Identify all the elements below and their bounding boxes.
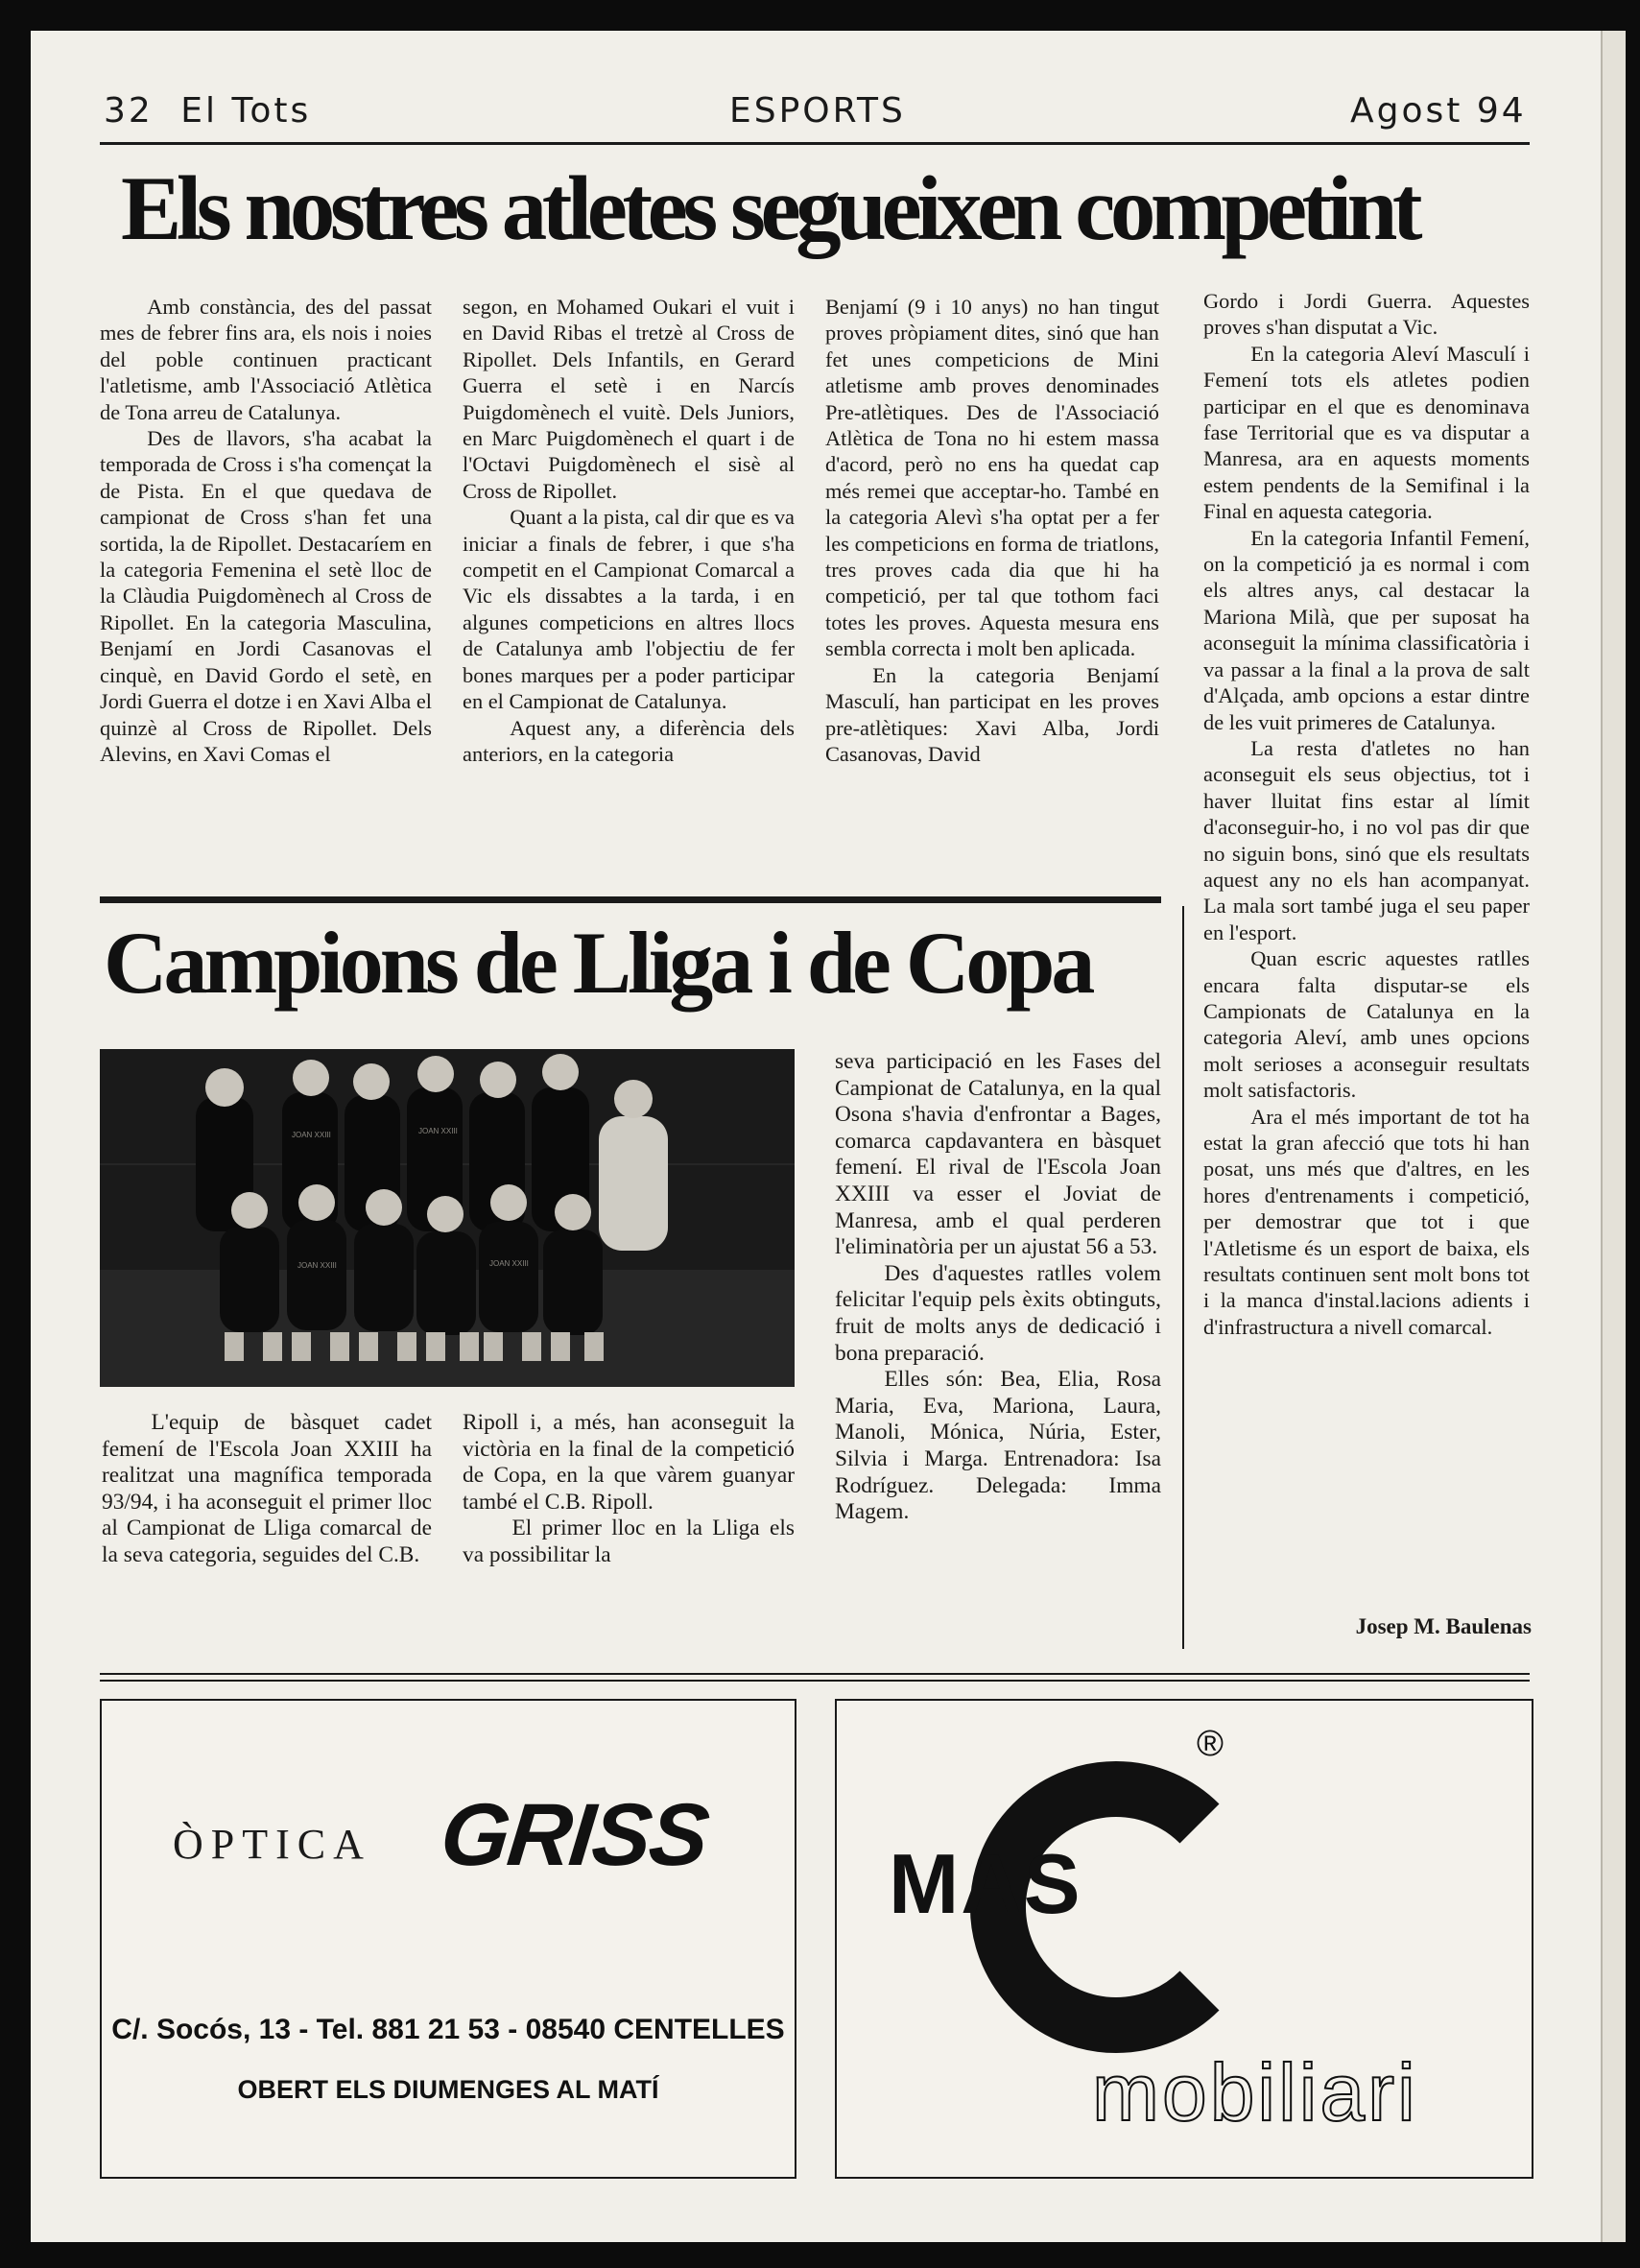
column-divider [1182,906,1184,1649]
mas-mobiliari-ad [835,1699,1533,2179]
article1-column-2 [463,294,795,767]
registered-mark: ® [1197,1724,1224,1764]
paragraph: Aquest any, a diferència dels anteriors, en la categoria [463,715,795,766]
paragraph: L'equip de bàsquet cadet femení de l'Escola Joan XXIII ha realitzat una magnífica temporada 93/94, i ha aconseguit el primer lloc al Campionat de Lliga comarcal de la seva categoria, seguides del C.B. [102,1410,432,1567]
section-title: ESPORTS [729,91,906,131]
article2-column-2 [463,1410,795,1569]
jersey-label: JOAN XXIII [489,1259,529,1268]
header-rule [100,142,1530,145]
article2-headline: Campions de Lliga i de Copa [104,914,1092,1012]
paragraph: Ripoll i, a més, han aconseguit la victòria en la final de la competició de Copa, en la que vàrem guanyar també el C.B. Ripoll. [463,1410,795,1515]
page-spine [1601,31,1626,2242]
optica-address: C/. Socós, 13 - Tel. 881 21 53 - 08540 CENTELLES [111,2014,785,2045]
griss-logo: GRISS [436,1786,712,1884]
paragraph: Elles són: Bea, Elia, Rosa Maria, Eva, Mariona, Laura, Manoli, Mónica, Núria, Ester, Silvia i Marga. Entrenadora: Isa Rodríguez. Delegada: Imma Magem. [835,1367,1161,1525]
article2-top-rule [100,896,1161,903]
article2-column-right [835,1049,1161,1526]
optica-word: ÒPTICA [173,1821,371,1868]
basketball-team-photo [100,1049,795,1387]
paragraph: Gordo i Jordi Guerra. Aquestes proves s'han disputat a Vic. [1203,289,1530,340]
jersey-label: JOAN XXIII [297,1261,337,1270]
paragraph: Ara el més important de tot ha estat la gran afecció que tots hi han posat, uns més que d'altres, en les hores d'entrenaments i competició, per demostrar que tot i que l'Atletisme és un esport de baixa, els resultats continuen sent molt bons tot i la manca d'instal.lacions adients i d'infrastructura a nivell comarcal. [1203,1104,1530,1339]
optica-griss-ad [100,1699,796,2179]
paragraph: El primer lloc en la Lliga els va possibilitar la [463,1516,795,1567]
team-photo-illustration [100,1049,795,1387]
paragraph: segon, en Mohamed Oukari el vuit i en David Ribas el tretzè al Cross de Ripollet. Dels Infantils, en Gerard Guerra el setè i en Narcís Puigdomènech el vuitè. Dels Juniors, en Marc Puigdomènech el quart i de l'Octavi Puigdomènech el sisè al Cross de Ripollet. [463,295,795,503]
paragraph: En la categoria Benjamí Masculí, han participat en les proves pre-atlètiques: Xavi Alba, Jordi Casanovas, David [825,662,1159,766]
article1-column-4 [1203,288,1530,1340]
ads-rule-bottom [100,1680,1530,1682]
article1-column-1 [100,294,432,767]
issue-date: Agost 94 [1350,91,1527,131]
paragraph: Quant a la pista, cal dir que es va iniciar a finals de febrer, i que s'ha competit en el Campionat Comarcal a Vic els dissabtes a la tarda, i en algunes competicions en altres llocs de Catalunya amb l'objectiu de fer bones marques per a poder participar en el Campionat de Catalunya. [463,505,795,714]
page-number-and-publication [104,91,311,139]
optica-hours: OBERT ELS DIUMENGES AL MATÍ [237,2075,659,2104]
mobiliari-tagline: mobiliari [1092,2047,1418,2137]
jersey-label: JOAN XXIII [418,1127,458,1135]
paragraph: Des d'aquestes ratlles volem felicitar l'equip pels èxits obtinguts, fruit de molts anys de dedicació i bona preparació. [835,1260,1161,1366]
paragraph: Benjamí (9 i 10 anys) no han tingut proves pròpiament dites, sinó que han fet unes competicions de Mini atletisme amb proves denominades Pre-atlètiques. Des de l'Associació Atlètica de Tona no hi estem massa d'acord, però no ens ha quedat cap més remei que acceptar-ho. També en la categoria Alevì s'ha optat per a fer les competicions en forma de triatlons, tres proves cada dia que hi ha competició, per tal que tothom faci totes les proves. Aquesta mesura ens sembla correcta i molt ben aplicada. [825,295,1159,661]
jersey-label: JOAN XXIII [292,1131,331,1139]
paragraph: Quan escric aquestes ratlles encara falta disputar-se els Campionats de Catalunya en la categoria Aleví, amb unes opcions molt serioses a aconseguir resultats molt satisfactoris. [1203,946,1530,1103]
article1-headline: Els nostres atletes segueixen competint [121,157,1418,259]
page-number: 32 [104,91,154,131]
article-author: Josep M. Baulenas [1355,1614,1532,1638]
paragraph: En la categoria Aleví Masculí i Femení tots els atletes podien participar en el que es denominava fase Territorial que es va disputar a Manresa, ara en aquests moments estem pendents de la Semifinal i la Final en aquesta categoria. [1203,341,1530,524]
paragraph: Des de llavors, s'ha acabat la temporada de Cross i s'ha començat la de Pista. En el que quedava de campionat de Cross s'han fet una sortida, la de Ripollet. Destacaríem en la categoria Femenina el setè lloc de la Clàudia Puigdomènech al Cross de Ripollet. En la categoria Masculina, Benjamí en Jordi Casanovas el cinquè, en David Gordo el setè, en Jordi Guerra el dotze i en Xavi Alba el quinzè al Cross de Ripollet. Dels Alevins, en Xavi Comas el [100,426,432,766]
article1-column-3 [825,294,1159,767]
paragraph: En la categoria Infantil Femení, on la competició ja es normal i com els altres anys, cal destacar la Mariona Milà, que per suposat ha aconseguit la mínima classificatòria i va passar a la final a la prova de salt d'Alçada, amb opcions a estar dintre de les vuit primeres de Catalunya. [1203,525,1530,734]
paragraph: Amb constància, des del passat mes de febrer fins ara, els nois i noies del poble continuen practicant l'atletisme, amb l'Associació Atlètica de Tona arreu de Catalunya. [100,295,432,424]
paragraph: La resta d'atletes no han aconseguit els seus objectius, tot i haver lluitat fins estar al límit d'aconseguir-ho, i no vol pas dir que no siguin bons, sinó que els resultats aquest any no els han acompanyat. La mala sort també juga el seu paper en l'esport. [1203,735,1530,944]
publication-name: El Tots [180,91,312,131]
article2-column-1 [102,1410,432,1569]
paragraph: seva participació en les Fases del Campionat de Catalunya, en la qual Osona s'havia d'enfrontar a Bages, comarca capdavantera en bàsquet femení. El rival de l'Escola Joan XXIII va esser el Joviat de Manresa, amb el qual perderen l'eliminatòria per un ajustat 56 a 53. [835,1049,1161,1260]
ads-rule-top [100,1673,1530,1675]
mas-logo-text: MAS [889,1836,1082,1931]
